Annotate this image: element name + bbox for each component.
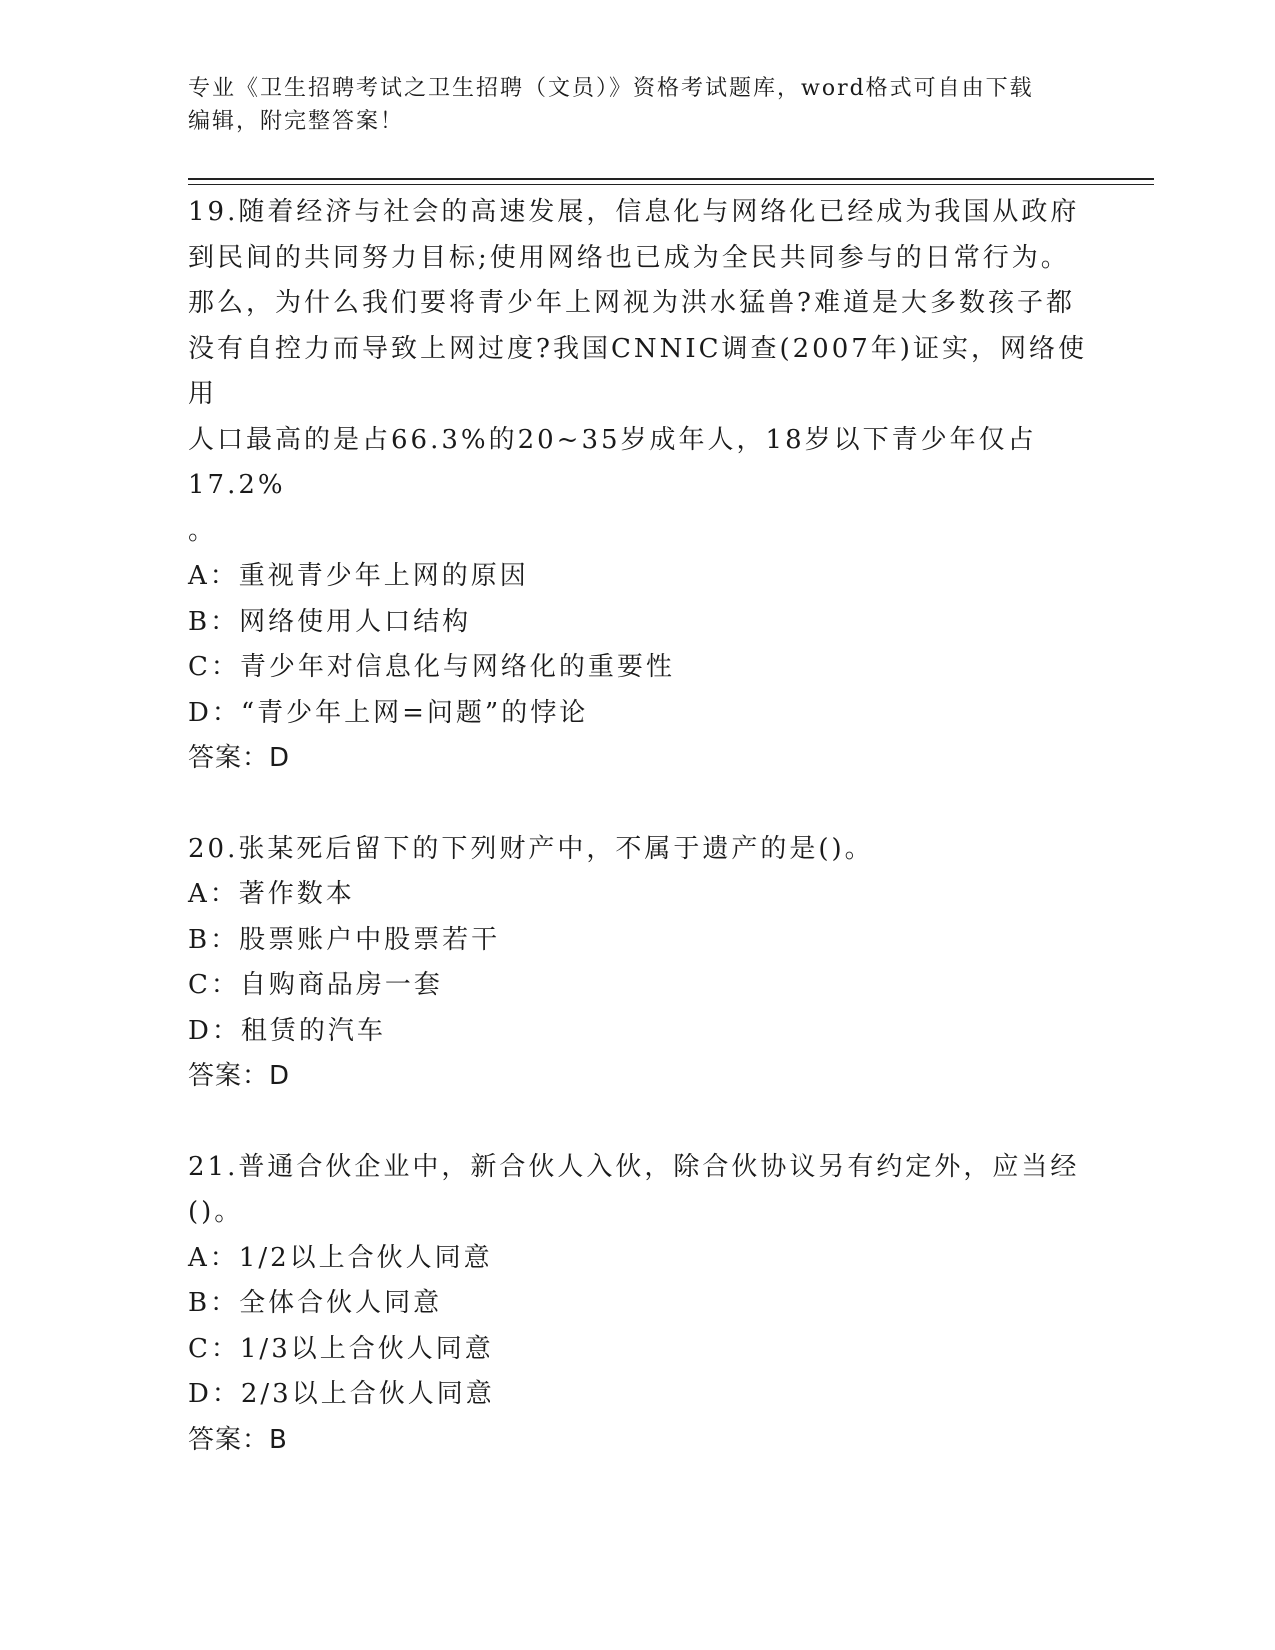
stem-line: 人口最高的是占66.3%的20~35岁成年人，18岁以下青少年仅占17.2% [188, 424, 1037, 500]
answer-label: 答案：D [188, 1061, 291, 1091]
option-b: B：股票账户中股票若干 [188, 924, 501, 955]
question-20 [188, 827, 1088, 1100]
stem-line: 。 [188, 515, 218, 546]
question-spacer [188, 1100, 1088, 1145]
option-d: D：租赁的汽车 [188, 1015, 386, 1046]
document-header [188, 72, 1068, 138]
option-c: C：1/3以上合伙人同意 [188, 1333, 494, 1364]
option-b: B：网络使用人口结构 [188, 606, 472, 637]
stem-line: 那么，为什么我们要将青少年上网视为洪水猛兽?难道是大多数孩子都 [188, 288, 1075, 318]
stem-line: ()。 [188, 1197, 244, 1227]
stem-line: 19.随着经济与社会的高速发展，信息化与网络化已经成为我国从政府 [188, 197, 1080, 227]
stem-line: 没有自控力而导致上网过度?我国CNNIC调查(2007年)证实，网络使用 [188, 333, 1087, 409]
stem-line: 21.普通合伙企业中，新合伙人入伙，除合伙协议另有约定外，应当经 [188, 1151, 1080, 1182]
header-divider-thick [188, 178, 1154, 180]
answer-label: 答案：D [188, 743, 291, 773]
answer-label: 答案：B [188, 1424, 288, 1455]
question-stem [188, 1145, 1088, 1236]
option-d: D：“青少年上网=问题”的悖论 [188, 697, 589, 728]
option-a: A：重视青少年上网的原因 [188, 561, 529, 591]
stem-line: 20.张某死后留下的下列财产中，不属于遗产的是()。 [188, 833, 874, 864]
header-line-2: 编辑，附完整答案！ [188, 109, 405, 134]
option-c: C：自购商品房一套 [188, 970, 443, 1000]
question-list [188, 190, 1088, 1463]
header-divider-thin [188, 184, 1154, 185]
question-spacer [188, 782, 1088, 827]
question-stem [188, 190, 1088, 554]
option-a: A：著作数本 [188, 879, 355, 909]
option-a: A：1/2以上合伙人同意 [188, 1242, 493, 1273]
option-d: D：2/3以上合伙人同意 [188, 1379, 495, 1409]
question-stem [188, 827, 1088, 873]
option-b: B：全体合伙人同意 [188, 1288, 443, 1318]
option-c: C：青少年对信息化与网络化的重要性 [188, 652, 675, 682]
stem-line: 到民间的共同努力目标;使用网络也已成为全民共同参与的日常行为。 [188, 242, 1070, 273]
question-19 [188, 190, 1088, 782]
header-line-1: 专业《卫生招聘考试之卫生招聘（文员）》资格考试题库，word格式可自由下载 [188, 76, 1034, 101]
question-21 [188, 1145, 1088, 1464]
